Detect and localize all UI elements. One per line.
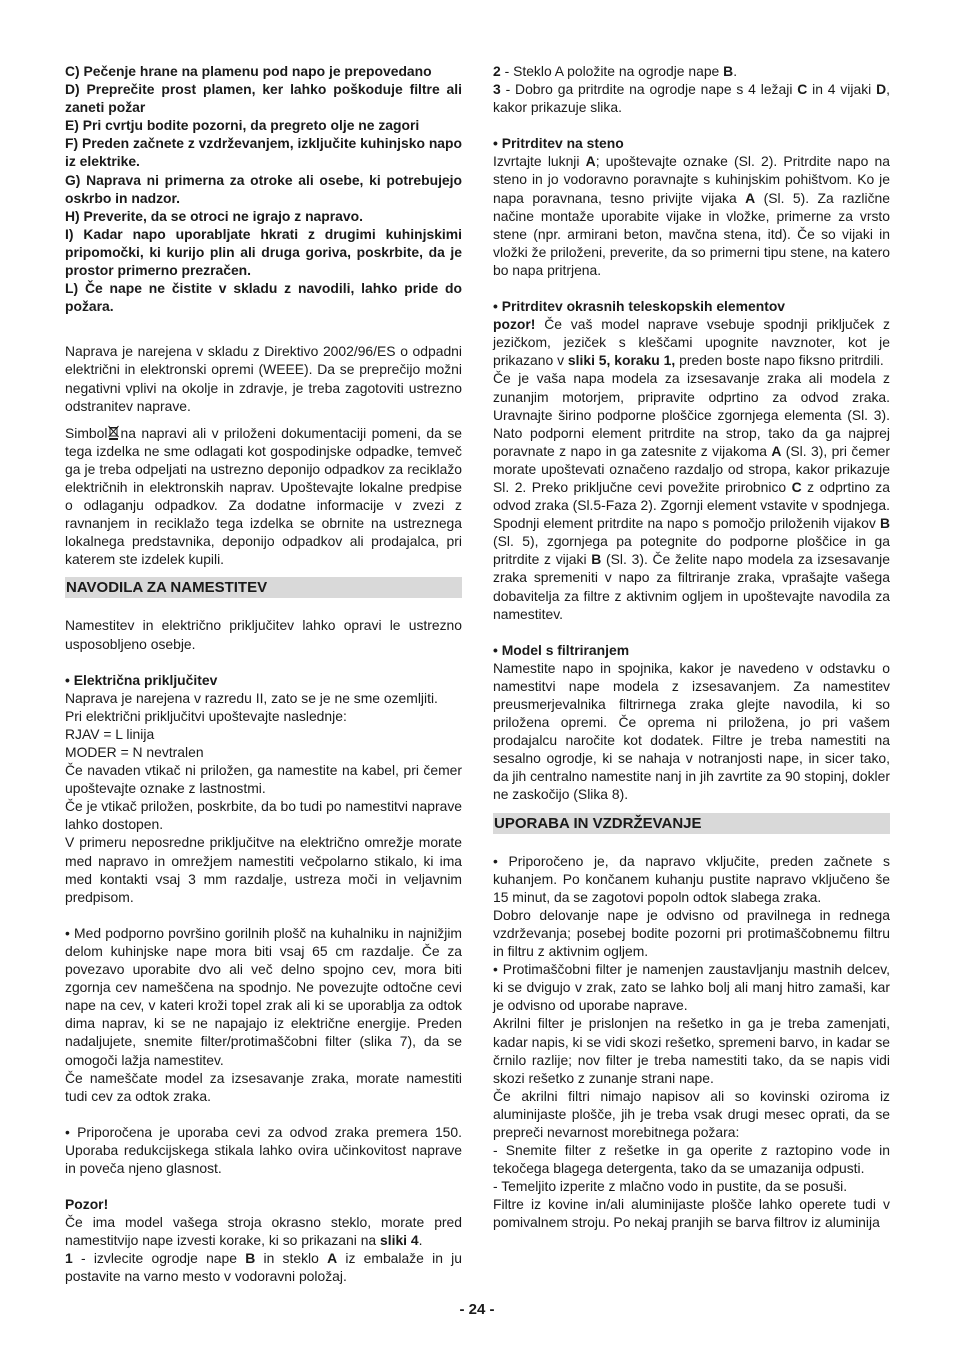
pozor-title: Pozor! bbox=[65, 1196, 109, 1213]
step-3: 3 - Dobro ga pritrdite na ogrodje nape s 4 ležaji C in 4 vijaki D, kakor prikazuje slika. bbox=[493, 81, 890, 116]
telescopic-title: • Pritrditev okrasnih teleskopskih elementov bbox=[493, 298, 786, 315]
use-paragraph: Filtre iz kovine in/ali aluminijaste plošče lahko operete tudi v pomivalnem stroju. Po nekaj pranjih se barva filtrov iz aluminija bbox=[493, 1196, 890, 1231]
elec-paragraph: Če je vtikač priložen, poskrbite, da bo tudi po namestitvi naprave lahko dostopen. bbox=[65, 798, 462, 833]
use-paragraph: Če akrilni filtri nimajo napisov ali so kovinski oziroma iz aluminijaste plošče, jih je treba vsak drugi mesec oprati, da se prepreči nevarnost morebitnega požara: bbox=[493, 1087, 890, 1140]
elec-line: Pri električni priključitvi upoštevajte naslednje: bbox=[65, 707, 347, 724]
install-intro: Namestitev in električno priključitev lahko opravi le ustrezno usposobljeno osebje. bbox=[65, 617, 462, 652]
wall-paragraph: Izvrtajte luknji A; upoštevajte oznake (Sl. 2). Pritrdite napo na steno in jo vodoravno poravnajte s kuhinjskim pohištvom. Ko je napa poravnana, tesno privijte vijaka A (Sl. 5). Za različne načine montaže uporabite vijake in vložke, primerne za vrsto stene (npr. armirani beton, mavčna stena, itd). Če so vijaki in vložki že priloženi, preverite, da so primerni tipu stene, na katero bo napa pritrjena. bbox=[493, 153, 891, 278]
warning-i: I) Kadar napo uporabljate hkrati z drugimi kuhinjskimi pripomočki, ki kurijo plin ali druga goriva, poskrbite, da je prostor primerno prezračen. bbox=[65, 225, 462, 279]
use-paragraph: • Priporočeno je, da napravo vključite, preden začnete s kuhanjem. Po končanem kuhanju pustite napravo vključeno še 15 minut, da se zagotovi popoln odtok slabega zraka. bbox=[493, 852, 890, 905]
heading-use: UPORABA IN VZDRŽEVANJE bbox=[493, 813, 890, 834]
step-1: 1 - izvlecite ogrodje nape B in steklo A iz embalaže in ju postavite na varno mesto v vodoravni položaj. bbox=[65, 1250, 462, 1285]
use-paragraph: - Temeljito izperite z mlačno vodo in pustite, da se posuši. bbox=[493, 1178, 848, 1195]
page-number: - 24 - bbox=[459, 1301, 495, 1318]
elec-paragraph: V primeru neposredne priključitve na električno omrežje morate med napravo in omrežjem namestiti večpolarno stikalo, ki ima med kontakti vsaj 3 mm razdalje, ustreza moči in veljavnim predpisom. bbox=[65, 834, 462, 905]
telescopic-paragraph-2: Če je vaša napa modela za izsesavanje zraka ali modela z zunanjim motorjem, pripravite odprtino za odvod zraka. Uravnajte širino podporne ploščice zgornjega elementa (Sl. 3). Nato podporni element pritrdite na strop, tako da ga najprej poravnate z napo in ga zatesnite z vijakoma A (Sl. 3), pri čemer morate upoštevati označeno razdaljo od stropa, kakor prikazuje Sl. 2. Preko priključne cevi povežite prirobnico C z odprtino za odvod zraka (Sl.5-Faza 2). Zgornji element vstavite v spodnjega. Spodnji element pritrdite na napo s pomočjo priloženih vijakov B (Sl. 5), zgornjega pa potegnite do podporne ploščice in ga pritrdite z vijaki B (Sl. 3). Če želite napo modela za izsesavanje zraka spremeniti v napo za filtriranje zraka, vprašajte vašega dobavitelja za filtre z aktivnim ogljem in upoštevajte navodila za namestitev. bbox=[493, 370, 890, 622]
pozor-paragraph: Če ima model vašega stroja okrasno steklo, morate pred namestitvijo nape izvesti korake, ki so prikazani na sliki 4. bbox=[65, 1214, 462, 1249]
elec-line: Naprava je narejena v razredu II, zato se je ne sme ozemljiti. bbox=[65, 689, 438, 706]
warning-e: E) Pri cvrtju bodite pozorni, da pregreto olje ne zagori bbox=[65, 117, 420, 134]
pipe-paragraph: • Priporočena je uporaba cevi za odvod zraka premera 150. Uporaba redukcijskega stikala lahko ovira učinkovitost naprave in poveča njeno glasnost. bbox=[65, 1123, 462, 1176]
warning-d: D) Preprečite prost plamen, ker lahko poškoduje filtre ali zaneti požar bbox=[65, 81, 462, 116]
weee-symbol-paragraph bbox=[65, 424, 462, 569]
elec-paragraph: Če navaden vtikač ni priložen, ga namestite na kabel, pri čemer upoštevajte oznake z lastnostmi. bbox=[65, 762, 462, 797]
distance-paragraph: • Med podporno površino gorilnih plošč na kuhalniku in najnižjim delom kuhinjske nape mora biti vsaj 65 cm razdalje. Če za povezavo uporabite dvo ali več delno spojno cev, mora biti zgornja cev nameščena na spodnjo. Ne povezujte odtočne cevi nape na cev, v kateri kroži topel zrak ali ki se uporablja za odtok dima naprav, ki se ne napajajo iz električne energije. Preden nadaljujete, snemite filter/protimaščobni filter (slika 7), da se omogoči lažja namestitev. bbox=[65, 924, 462, 1068]
right-column bbox=[493, 62, 890, 1232]
use-paragraph: Akrilni filter je prislonjen na rešetko in ga je treba zamenjati, kadar napis, ki se vidi skozi rešetko, spremeni barvo, in kadar se črnilo razlije; nov filter je treba namestiti tako, da se napis vidi skozi rešetko z zunanje strani nape. bbox=[493, 1015, 890, 1086]
warning-c: C) Pečenje hrane na plamenu pod napo je prepovedano bbox=[65, 63, 432, 79]
heading-install: NAVODILA ZA NAMESTITEV bbox=[65, 577, 462, 598]
use-paragraph: • Protimaščobni filter je namenjen zaustavljanju mastnih delcev, ki se dvigujo v zrak, zato se lahko bolj ali manj hitro zamaši, kar je odvisno od uporabe naprave. bbox=[493, 961, 890, 1014]
warning-l: L) Če nape ne čistite v skladu z navodili, lahko pride do požara. bbox=[65, 280, 462, 315]
filter-model-title: • Model s filtriranjem bbox=[493, 641, 630, 658]
weee-paragraph: Naprava je narejena v skladu z Direktivo 2002/96/ES o odpadni električni in elektronski opremi (WEEE). Da se preprečijo možni negativni vplivi na okolje in zdravje, je treba zagotoviti ustrezno odstranitev naprave. bbox=[65, 343, 462, 414]
weee-symbol-word: Simbol bbox=[65, 424, 108, 441]
crossed-bin-icon bbox=[108, 425, 119, 440]
elec-line: MODER = N nevtralen bbox=[65, 744, 204, 760]
use-paragraph: Dobro delovanje nape je odvisno od pravilnega in rednega vzdrževanja; posebej bodite pozorni pri protimaščobnemu filtru in filtru z aktivnim ogljem. bbox=[493, 906, 890, 960]
warning-h: H) Preverite, da se otroci ne igrajo z napravo. bbox=[65, 207, 363, 224]
warning-f: F) Preden začnete z vzdrževanjem, izključite kuhinjsko napo iz elektrike. bbox=[65, 135, 462, 170]
elec-line: RJAV = L linija bbox=[65, 725, 155, 742]
exhaust-paragraph: Če nameščate model za izsesavanje zraka, morate namestiti tudi cev za odtok zraka. bbox=[65, 1069, 462, 1104]
step-2: 2 - Steklo A položite na ogrodje nape B. bbox=[493, 63, 738, 79]
elec-title: • Električna priključitev bbox=[65, 671, 218, 688]
weee-symbol-text: na napravi ali v priloženi dokumentaciji pomeni, da se tega izdelka ne sme odlagati kot gospodinjske odpadke, temveč ga je treba odpeljati na ustrezno deponijo odpadkov za reciklažo električnih in elektronskih naprav. Upoštevajte lokalne predpise o odlaganju odpadkov. Za dodatne informacije v zvezi z ravnanjem in reciklažo tega izdelka se obrnite na ustreznega lokalnega predstavnika, deponijo odpadkov ali prodajalca, pri katerem ste izdelek kupili. bbox=[65, 424, 462, 568]
filter-model-paragraph: Namestite napo in spojnika, kakor je navedeno v odstavku o namestitvi nape modela z izsesavanjem. Za namestitev preusmerjevalnika filtrirnega zraka glejte navodila, ki so priložena opremi. Če oprema ni priložena, jo pri vašem prodajalcu naročite kot dodatek. Filtre je treba namestiti na sesalno ogrodje, ki se nahaja v notranjosti nape, in sicer tako, da jih centralno namestite nanj in jih zavrtite za 90 stopinj, dokler ne zaskočijo (Slika 8). bbox=[493, 659, 890, 803]
wall-title: • Pritrditev na steno bbox=[493, 135, 624, 152]
telescopic-paragraph-1: pozor! Če vaš model naprave vsebuje spodnji priključek z jezičkom, jeziček s kleščami upognite navznoter, kot je prikazano v sliki 5, koraku 1, preden boste napo fiksno pritrdili. bbox=[493, 316, 890, 369]
use-paragraph: - Snemite filter z rešetke in ga operite z raztopino vode in tekočega blagega detergenta, tako da se umazanija odpusti. bbox=[493, 1142, 890, 1177]
warning-g: G) Naprava ni primerna za otroke ali osebe, ki potrebujejo oskrbo in nadzor. bbox=[65, 171, 462, 206]
left-column bbox=[65, 62, 462, 1286]
